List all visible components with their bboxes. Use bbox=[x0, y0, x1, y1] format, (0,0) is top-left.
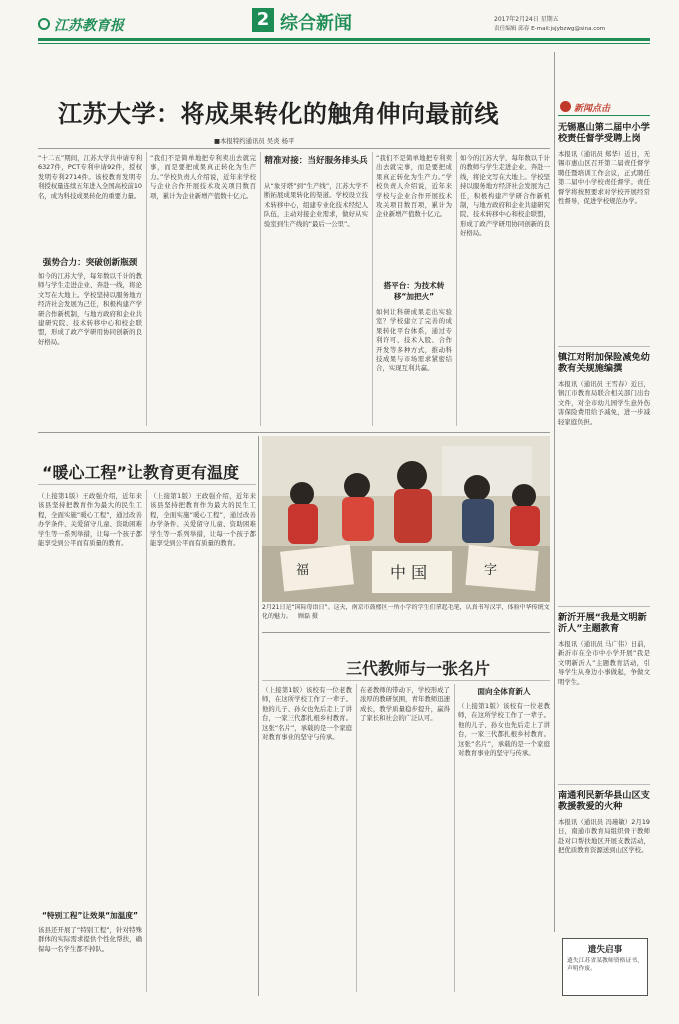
photo-caption bbox=[262, 604, 550, 630]
lead-col5-body: 如今的江苏大学，每年数以千计的教师与学生走进企业、奔赴一线，将论文写在大地上。学校坚持以服务地方经济社会发展为己任，积极构建产学研合作新机制，与地方政府和企业共建研究院、技术转移中心和校企联盟，形成了政产学研用协同创新的良好格局。 bbox=[460, 154, 550, 238]
date-line: 2017年2月24日 星期五 bbox=[494, 16, 559, 23]
teachers-col3: （上接第1版）该校有一位老教师，在这所学校工作了一辈子。他的儿子、孙女也先后走上了讲台，一家三代都扎根乡村教育。这张“名片”，承载的是一个家庭对教育事业的坚守与传承。 bbox=[458, 702, 550, 758]
teachers-col2: 在老教师的带动下，学校形成了浓厚的教研氛围，青年教师迅速成长，教学质量稳步提升，赢得了家长和社会的广泛认可。 bbox=[360, 686, 450, 723]
masthead-rule-thin bbox=[38, 43, 650, 44]
lost-notice-body: 遗失江苏省某教师资格证书，声明作废。 bbox=[567, 958, 643, 972]
sidebar-item-title: 镇江对附加保险减免幼教有关规施编撰 bbox=[558, 352, 650, 374]
lead-col2-body: “我们不是简单地把专利卖出去就完事，而是要把成果真正转化为生产力。”学校负责人介绍说，近年来学校与企业合作开展技术攻关项目数百项，累计为企业新增产值数十亿元。 bbox=[150, 154, 256, 200]
svg-text:福: 福 bbox=[296, 563, 310, 578]
photo-rule bbox=[262, 632, 550, 633]
teachers-rule bbox=[262, 680, 550, 681]
section-rule bbox=[38, 432, 550, 433]
warm-body-col1b: 该县还开展了“特别工程”，针对特殊群体的实际需求提供个性化帮扶，确保每一名学生都不掉队。 bbox=[38, 926, 142, 953]
logo-emblem-icon bbox=[38, 18, 50, 30]
sidebar-rule bbox=[558, 606, 650, 607]
news-photo bbox=[262, 436, 550, 602]
teachers-subhead: 面向全体育新人 bbox=[477, 687, 531, 696]
page-number-badge: 2 bbox=[252, 8, 274, 32]
sidebar-item-body: 本报讯（通讯员 马广伟）日前，新沂市在全市中小学开展“我是文明新沂人”主题教育活动，引导学生从身边小事做起，争做文明学生。 bbox=[558, 640, 650, 686]
warm-body-col2: （上接第1版）王政强介绍，近年来该县坚持把教育作为最大的民生工程，全面实施“暖心工程”，通过改善办学条件、关爱留守儿童、资助困难学生等一系列举措，让每一个孩子都能享受到公平而有质量的教育。 bbox=[150, 492, 256, 548]
lead-rule bbox=[38, 148, 550, 149]
teachers-divider-2 bbox=[454, 684, 455, 992]
page-title: 综合新闻 bbox=[280, 13, 352, 34]
photo-calligraphy-class bbox=[262, 436, 550, 602]
lead-col-divider-4 bbox=[456, 152, 457, 426]
masthead-rule bbox=[38, 38, 650, 41]
photo-credit: 顾磊 摄 bbox=[297, 612, 318, 620]
svg-text:字: 字 bbox=[484, 563, 498, 578]
lead-col4-head: 搭平台：为技术转移“加把火” bbox=[383, 281, 445, 301]
warm-rule bbox=[38, 484, 256, 485]
lost-notice-title: 遗失启事 bbox=[587, 945, 623, 955]
sidebar-rule bbox=[558, 346, 650, 347]
warm-subhead: “特别工程”让效果“加温度” bbox=[42, 911, 138, 920]
sidebar-label-box bbox=[558, 98, 650, 116]
lead-col-divider-3 bbox=[372, 152, 373, 426]
lead-col1-head: 强势合力：突破创新瓶颈 bbox=[42, 258, 138, 268]
lead-article bbox=[38, 52, 550, 430]
sidebar-item-body: 本报讯（通讯员 郑华）近日，无锡市惠山区召开第二届责任督学聘任暨培训工作会议，正式聘任第二届中小学校责任督学。责任督学将按照要求对学校开展经常性督导，促进学校规范办学。 bbox=[558, 150, 650, 206]
lead-col3-head: 精准对接：当好服务排头兵 bbox=[264, 156, 368, 166]
lead-col4-body: “我们不是简单地把专利卖出去就完事，而是要把成果真正转化为生产力。”学校负责人介绍说，近年来学校与企业合作开展技术攻关项目数百项，累计为企业新增产值数十亿元。 bbox=[376, 154, 452, 219]
teachers-divider-1 bbox=[356, 684, 357, 992]
editor-line: 责任编辑 邱春 E-mail:jsjybzwg@sina.com bbox=[494, 26, 606, 32]
svg-text:中 国: 中 国 bbox=[390, 563, 428, 582]
lead-col-divider-1 bbox=[146, 152, 147, 426]
sidebar-news-icon bbox=[560, 101, 571, 112]
warm-col-divider bbox=[146, 490, 147, 992]
column-divider bbox=[258, 436, 259, 996]
masthead bbox=[0, 0, 679, 52]
warm-body-col1: （上接第1版）王政强介绍，近年来该县坚持把教育作为最大的民生工程，全面实施“暖心工程”，通过改善办学条件、关爱留守儿童、资助困难学生等一系列举措，让每一个孩子都能享受到公平而有质量的教育。 bbox=[38, 492, 142, 548]
lead-byline: ■本报特约通讯员 吴炎 杨平 bbox=[214, 137, 295, 145]
photo-caption-text: 2月21日是“国际母语日”。这天，南京市鼓楼区一所小学的学生们拿起毛笔，认真书写汉字，体验中华传统文化的魅力。 bbox=[262, 604, 550, 620]
sidebar-label: 新闻点击 bbox=[574, 104, 611, 114]
sidebar-divider bbox=[554, 52, 555, 932]
sidebar-rule bbox=[558, 784, 650, 785]
teachers-headline: 三代教师与一张名片 bbox=[346, 659, 491, 678]
warm-headline: “暖心工程”让教育更有温度 bbox=[42, 463, 240, 482]
teachers-article bbox=[262, 636, 550, 996]
warm-article bbox=[38, 436, 256, 996]
sidebar-item-body: 本报讯（通讯员 王雪春）近日，镇江市教育局联合相关部门出台文件，对全市幼儿园学生意外伤害保险费用给予减免，进一步减轻家庭负担。 bbox=[558, 380, 650, 426]
sidebar bbox=[558, 52, 650, 932]
lead-col-divider-2 bbox=[260, 152, 261, 426]
lead-col4-text: 如何让科研成果走出实验室？学校建立了完善的成果转化平台体系，通过专利许可、技术入股、合作开发等多种方式，推动科技成果与市场需求紧密结合，实现互利共赢。 bbox=[376, 308, 452, 373]
lead-col3-body: 从“象牙塔”到“生产线”，江苏大学不断拓展成果转化的渠道。学校设立技术转移中心，组建专业化技术经纪人队伍，主动对接企业需求，做好从实验室到生产线的“最后一公里”。 bbox=[264, 182, 368, 228]
paper-name: 江苏教育报 bbox=[54, 18, 124, 34]
sidebar-item-title: 无锡惠山第二届中小学校责任督学受聘上岗 bbox=[558, 122, 650, 144]
lost-notice-box bbox=[562, 938, 648, 996]
teachers-col1: （上接第1版）该校有一位老教师，在这所学校工作了一辈子。他的儿子、孙女也先后走上了讲台，一家三代都扎根乡村教育。这张“名片”，承载的是一个家庭对教育事业的坚守与传承。 bbox=[262, 686, 352, 742]
lead-col1-body: 如今的江苏大学，每年数以千计的教师与学生走进企业、奔赴一线，将论文写在大地上。学校坚持以服务地方经济社会发展为己任，积极构建产学研合作新机制，与地方政府和企业共建研究院、技术转移中心和校企联盟，形成了政产学研用协同创新的良好格局。 bbox=[38, 272, 142, 346]
sidebar-item-title: 南通利民新华县山区支教援教爱的火种 bbox=[558, 790, 650, 812]
lead-intro: “十二五”期间，江苏大学共申请专利6327件，PCT专利申请92件，授权发明专利2714件。该校教育发明专利授权量连续五年进入全国高校前10名，成为科技成果转化的重要力量。 bbox=[38, 154, 142, 200]
lead-headline: 江苏大学：将成果转化的触角伸向最前线 bbox=[58, 100, 499, 128]
sidebar-item-body: 本报讯（通讯员 冯瑾敏）2月19日，南通市教育局组织骨干教师赴对口帮扶地区开展支教活动，把优质教育资源送到山区学校。 bbox=[558, 818, 650, 855]
paper-logo bbox=[38, 16, 188, 34]
sidebar-item-title: 新沂开展“我是文明新沂人”主题教育 bbox=[558, 612, 647, 634]
